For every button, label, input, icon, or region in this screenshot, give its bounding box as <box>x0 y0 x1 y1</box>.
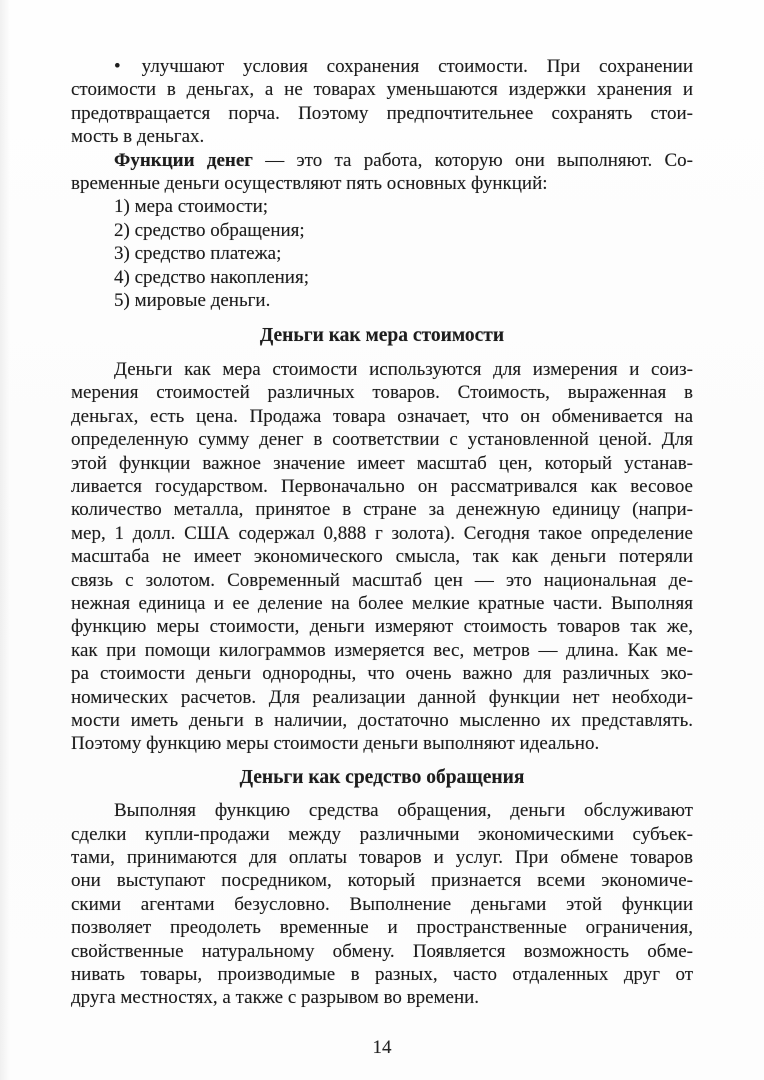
text-line: стоимости в деньгах, а не товарах уменьшаются издержки хранения и <box>71 79 693 101</box>
text-line: скими агентами безусловно. Выполнение деньгами этой функции <box>71 893 693 915</box>
functions-last-line: временные деньги осуществляют пять основных функций: <box>71 173 548 195</box>
text-line: связь с золотом. Современный масштаб цен — это национальная де- <box>71 569 693 591</box>
bullet-paragraph <box>71 55 693 149</box>
text-line: они выступают посредником, который признается всеми экономиче- <box>71 870 693 892</box>
text-line: этой функции важное значение имеет масштаб цен, который устанав- <box>71 452 693 474</box>
text-line: позволяет преодолеть временные и пространственные ограничения, <box>71 917 693 939</box>
bullet-line-text: улучшают условия сохранения стоимости. При сохранении <box>141 56 693 77</box>
list-item: 4) средство накопления; <box>114 266 309 288</box>
text-line: нивать товары, производимые в разных, часто отдаленных друг от <box>71 964 693 986</box>
text-line: тами, принимаются для оплаты товаров и услуг. При обмене товаров <box>71 847 693 868</box>
text-line: предотвращается порча. Поэтому предпочтительнее сохранять стои- <box>71 102 693 124</box>
text-line: как при помощи килограммов измеряется вес, метров — длина. Как ме- <box>71 639 693 661</box>
text-line: мость в деньгах. <box>71 126 205 148</box>
list-item: 1) мера стоимости; <box>114 196 269 218</box>
page-number: 14 <box>372 1037 392 1058</box>
text-line: ра стоимости деньги однородны, что очень важно для различных эко- <box>71 663 693 685</box>
functions-first-line-text: — это та работа, которую они выполняют. Со- <box>252 149 694 171</box>
text-line: нежная единица и ее деление на более мелкие кратные части. Выполняя <box>71 592 693 614</box>
functions-list <box>71 195 693 312</box>
text-line: Выполняя функцию средства обращения, деньги обслуживают <box>114 800 693 822</box>
scan-edge-artifact <box>0 0 10 1080</box>
section-heading-money-as-medium-of-exchange: Деньги как средство обращения <box>239 766 525 788</box>
text-line: ливается государством. Первоначально он рассматривался как весовое <box>71 475 693 497</box>
text-line: деньгах, есть цена. Продажа товара означает, что он обменивается на <box>71 405 693 427</box>
functions-paragraph <box>71 149 693 196</box>
text-column <box>71 55 693 1010</box>
text-line: свойственные натуральному обмену. Появляется возможность обме- <box>71 940 693 962</box>
text-line: количество металла, принятое в стране за денежную единицу (напри- <box>71 499 693 521</box>
section2-paragraph <box>71 799 693 1010</box>
functions-first-line <box>71 149 693 172</box>
text-line: номических расчетов. Для реализации данной функции нет необходи- <box>71 686 693 708</box>
section1-paragraph <box>71 358 693 756</box>
list-item: 5) мировые деньги. <box>114 290 271 312</box>
text-line: мости иметь деньги в наличии, достаточно мысленно их представлять. <box>71 709 693 731</box>
text-line: друга местностях, а также с разрывом во времени. <box>71 987 480 1009</box>
text-line: мер, 1 долл. США содержал 0,888 г золота). Сегодня такое определение <box>71 522 693 544</box>
list-item: 3) средство платежа; <box>114 243 282 265</box>
text-line: сделки купли-продажи между различными экономическими субъек- <box>71 823 693 845</box>
text-line: определенную сумму денег в соответствии с установленной ценой. Для <box>71 429 693 451</box>
text-line: Поэтому функцию меры стоимости деньги выполняют идеально. <box>71 733 600 755</box>
section-heading-money-as-measure-of-value: Деньги как мера стоимости <box>259 325 505 347</box>
text-line: Деньги как мера стоимости используются для измерения и соиз- <box>114 358 693 380</box>
text-line: функцию меры стоимости, деньги измеряют стоимость товаров так же, <box>71 616 693 638</box>
text-line: мерения стоимостей различных товаров. Стоимость, выраженная в <box>71 382 693 404</box>
list-item: 2) средство обращения; <box>114 219 305 241</box>
bullet-icon: • <box>114 56 121 77</box>
bold-term-functions-of-money: Функции денег <box>114 149 253 171</box>
text-line: масштаба не имеет экономического смысла, так как деньги потеряли <box>71 546 693 568</box>
bullet-line <box>71 55 693 78</box>
bullet-paragraph-lines <box>71 78 693 148</box>
